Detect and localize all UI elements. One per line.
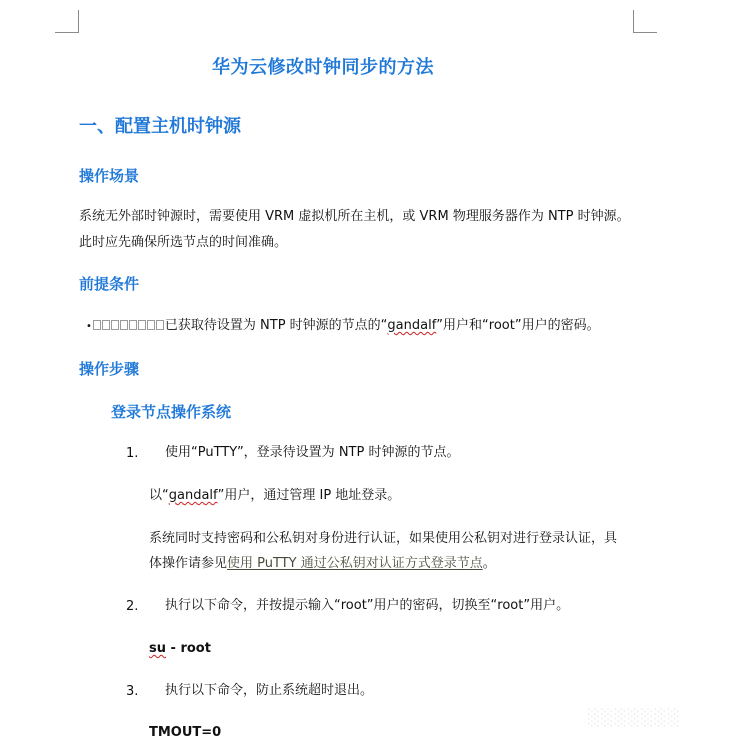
page-corner-mark-top-left — [55, 10, 79, 33]
section-heading-configure-clock-source: 一、配置主机时钟源 — [79, 116, 241, 137]
spellcheck-word-gandalf: gandalf — [168, 488, 218, 503]
spellcheck-word-gandalf: gandalf — [387, 318, 437, 333]
missing-glyph-boxes — [93, 318, 165, 333]
faint-watermark: ░░░░░░░ — [588, 708, 682, 727]
scenario-paragraph-line-2: 此时应先确保所选节点的时间准确。 — [79, 235, 288, 250]
subheading-login-node-os: 登录节点操作系统 — [111, 403, 232, 421]
step-2-text: 执行以下命令，并按提示输入“root”用户的密码，切换至“root”用户。 — [165, 598, 570, 613]
step-2-number: 2. — [126, 599, 139, 614]
heading-prerequisites: 前提条件 — [79, 275, 140, 293]
bullet-icon: • — [86, 321, 92, 332]
step-1-auth-note-line-1: 系统同时支持密码和公私钥对身份进行认证，如果使用公私钥对进行登录认证，具 — [149, 531, 618, 546]
step-3-command: TMOUT=0 — [149, 725, 222, 740]
step-1-text: 使用“PuTTY”，登录待设置为 NTP 时钟源的节点。 — [165, 445, 460, 460]
heading-procedure: 操作步骤 — [79, 360, 140, 378]
heading-scenario: 操作场景 — [79, 167, 140, 185]
scenario-paragraph-line-1: 系统无外部时钟源时，需要使用 VRM 虚拟机所在主机，或 VRM 物理服务器作为 NTP 时钟源。 — [79, 209, 630, 224]
step-3-text: 执行以下命令，防止系统超时退出。 — [165, 683, 374, 698]
spellcheck-word-su: su — [149, 641, 166, 656]
step-1-login-note: 以“gandalf”用户，通过管理 IP 地址登录。 — [149, 488, 401, 503]
link-putty-keypair-login[interactable]: 使用 PuTTY 通过公私钥对认证方式登录节点 — [227, 556, 483, 571]
document-title: 华为云修改时钟同步的方法 — [212, 57, 434, 78]
step-1-auth-note-line-2: 体操作请参见使用 PuTTY 通过公私钥对认证方式登录节点。 — [149, 556, 496, 571]
step-3-number: 3. — [126, 684, 139, 699]
prerequisite-list-item: • 已获取待设置为 NTP 时钟源的节点的“gandalf”用户和“root”用户的密码。 — [86, 318, 600, 333]
step-2-command: su - root — [149, 641, 211, 656]
page-corner-mark-top-right — [633, 10, 657, 33]
step-1-number: 1. — [126, 446, 139, 461]
